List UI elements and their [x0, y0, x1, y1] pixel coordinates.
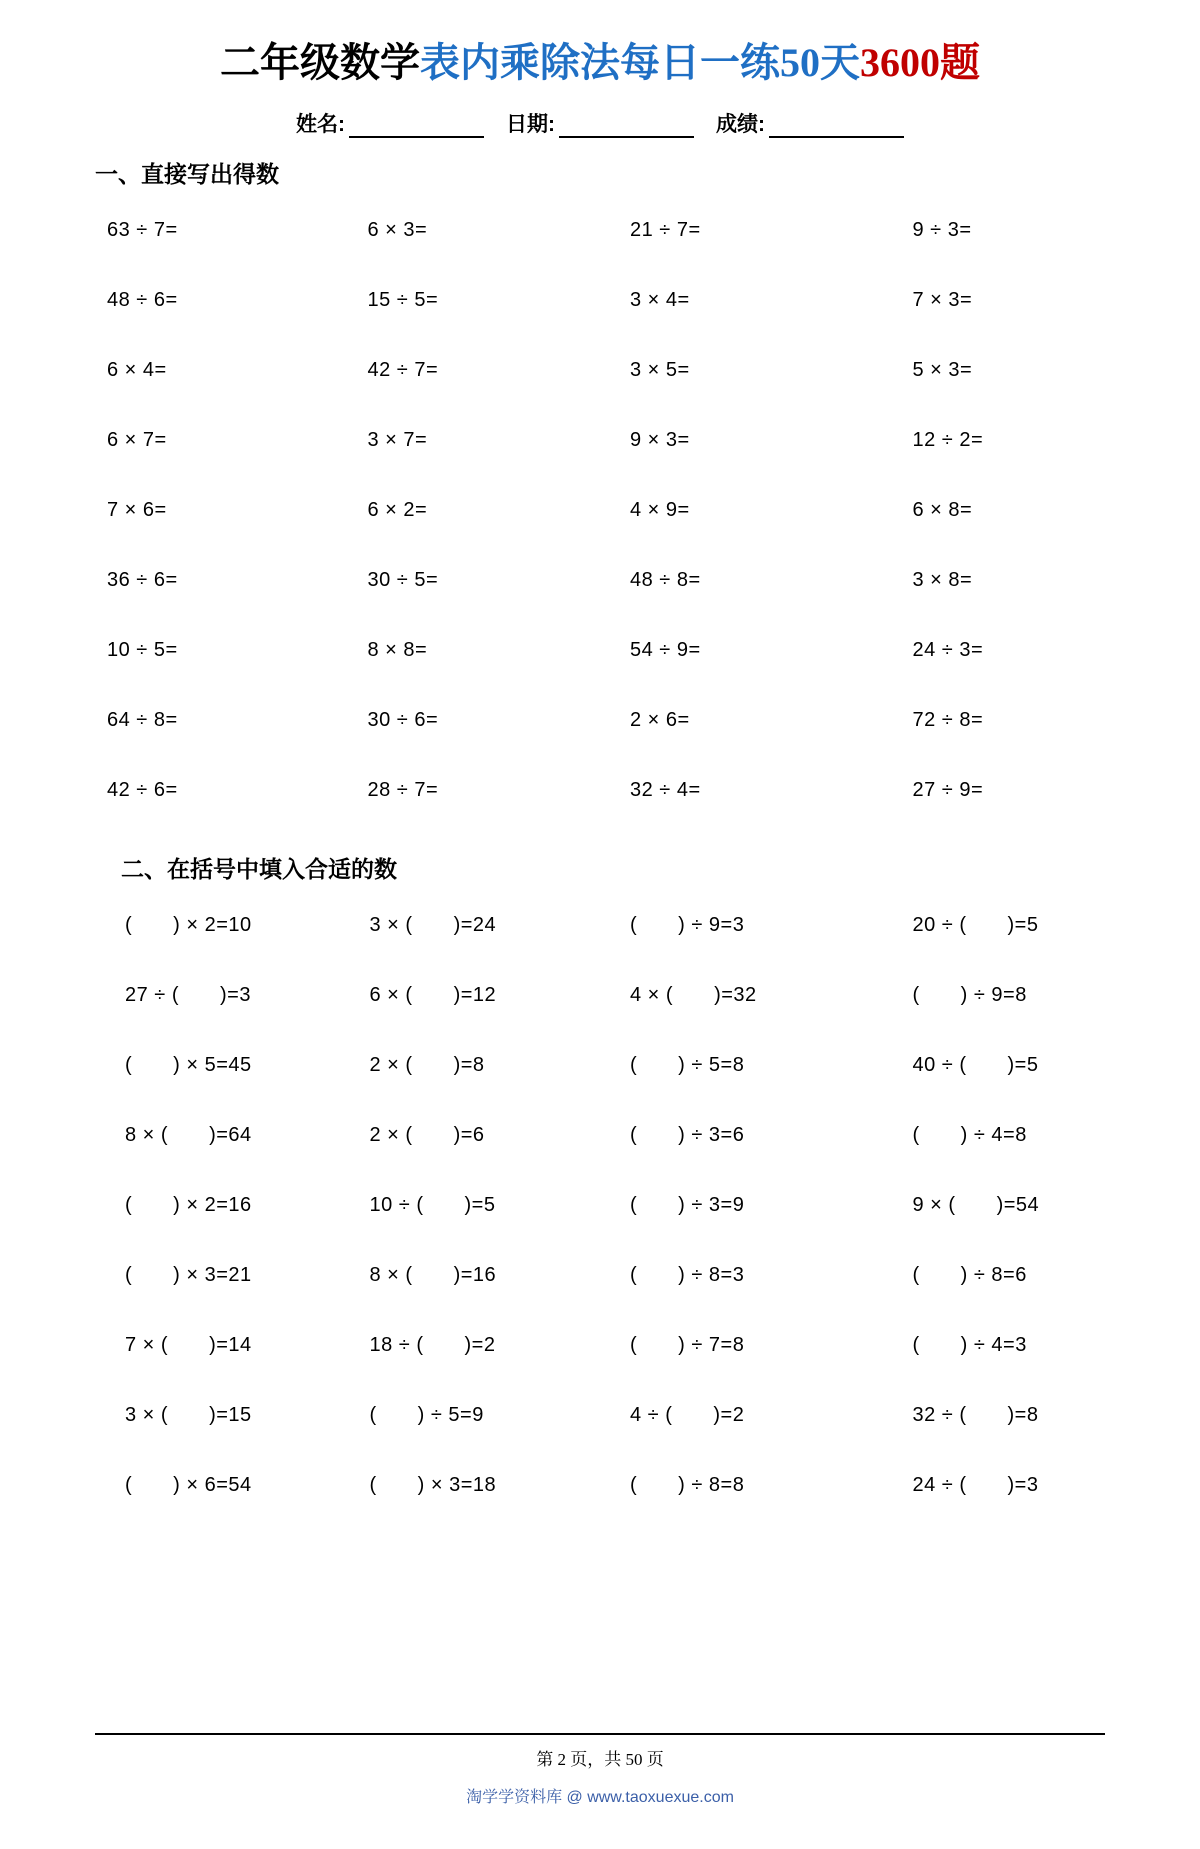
title-part-black: 二年级数学 [220, 40, 420, 85]
problem-cell[interactable]: 32 ÷ 4= [630, 779, 701, 801]
problem-cell[interactable]: ( ) ÷ 3=6 [630, 1124, 745, 1146]
section-1-heading: 一、直接写出得数 [95, 161, 279, 187]
problem-cell[interactable]: 20 ÷ ( )=5 [912, 914, 1039, 936]
problem-cell[interactable]: ( ) × 2=16 [125, 1194, 252, 1216]
problem-cell[interactable]: 12 ÷ 2= [912, 429, 984, 451]
name-field-group [296, 108, 484, 138]
problem-cell[interactable]: 32 ÷ ( )=8 [912, 1404, 1039, 1426]
problem-cell[interactable]: 24 ÷ ( )=3 [912, 1474, 1039, 1496]
problem-cell[interactable]: 7 × ( )=14 [125, 1334, 252, 1356]
problem-cell[interactable]: ( ) ÷ 4=3 [912, 1334, 1027, 1356]
problem-cell[interactable]: ( ) ÷ 8=3 [630, 1264, 745, 1286]
problem-cell[interactable]: ( ) ÷ 5=9 [369, 1404, 484, 1426]
problem-cell[interactable]: ( ) × 6=54 [125, 1474, 252, 1496]
problem-cell[interactable]: 8 × ( )=64 [125, 1124, 252, 1146]
problem-cell[interactable]: 2 × ( )=8 [369, 1054, 485, 1076]
problem-cell[interactable]: 9 ÷ 3= [912, 219, 972, 241]
problem-cell[interactable]: 3 × 5= [630, 359, 690, 381]
problem-cell[interactable]: 30 ÷ 5= [367, 569, 439, 591]
problem-cell[interactable]: 6 × ( )=12 [369, 984, 497, 1006]
problem-cell[interactable]: ( ) × 3=18 [369, 1474, 497, 1496]
name-label: 姓名: [296, 113, 345, 136]
problem-cell[interactable]: 3 × ( )=24 [369, 914, 497, 936]
problem-cell[interactable]: ( ) ÷ 9=3 [630, 914, 745, 936]
section-fill-in-parentheses [95, 851, 1105, 1520]
problem-cell[interactable]: 72 ÷ 8= [912, 709, 984, 731]
problem-cell[interactable]: 28 ÷ 7= [367, 779, 439, 801]
problem-cell[interactable]: 27 ÷ 9= [912, 779, 984, 801]
problem-cell[interactable]: 48 ÷ 6= [107, 289, 178, 311]
problem-cell[interactable]: ( ) × 5=45 [125, 1054, 252, 1076]
problem-cell[interactable]: ( ) ÷ 3=9 [630, 1194, 745, 1216]
problem-cell[interactable]: 6 × 2= [367, 499, 428, 521]
problem-cell[interactable]: ( ) ÷ 5=8 [630, 1054, 745, 1076]
problem-cell[interactable]: 24 ÷ 3= [912, 639, 984, 661]
problem-cell[interactable]: 7 × 3= [912, 289, 973, 311]
problem-cell[interactable]: 4 × ( )=32 [630, 984, 757, 1006]
problem-cell[interactable]: ( ) ÷ 8=6 [912, 1264, 1027, 1286]
problem-cell[interactable]: 4 ÷ ( )=2 [630, 1404, 745, 1426]
problem-cell[interactable]: ( ) × 2=10 [125, 914, 252, 936]
footer-divider [95, 1733, 1105, 1735]
problem-cell[interactable]: 4 × 9= [630, 499, 690, 521]
problem-cell[interactable]: ( ) ÷ 9=8 [912, 984, 1027, 1006]
problem-cell[interactable]: 18 ÷ ( )=2 [369, 1334, 496, 1356]
page-number: 第 2 页，共 50 页 [536, 1750, 664, 1769]
problem-cell[interactable]: 3 × ( )=15 [125, 1404, 252, 1426]
name-input-blank[interactable] [349, 116, 484, 138]
problem-cell[interactable]: 9 × ( )=54 [912, 1194, 1040, 1216]
score-label: 成绩: [716, 113, 765, 136]
problem-cell[interactable]: 42 ÷ 7= [367, 359, 439, 381]
problem-cell[interactable]: 2 × ( )=6 [369, 1124, 485, 1146]
problem-cell[interactable]: 6 × 8= [912, 499, 973, 521]
score-field-group [716, 108, 904, 138]
problem-cell[interactable]: 8 × ( )=16 [369, 1264, 497, 1286]
section-2-problem-grid [95, 890, 1105, 1520]
problem-cell[interactable]: 64 ÷ 8= [107, 709, 178, 731]
student-info-line [95, 108, 1105, 138]
problem-cell[interactable]: 8 × 8= [367, 639, 428, 661]
date-label: 日期: [506, 113, 555, 136]
problem-cell[interactable]: 30 ÷ 6= [367, 709, 439, 731]
problem-cell[interactable]: 3 × 7= [367, 429, 428, 451]
problem-cell[interactable]: 2 × 6= [630, 709, 690, 731]
title-part-blue: 表内乘除法每日一练50天 [420, 40, 860, 85]
problem-cell[interactable]: 42 ÷ 6= [107, 779, 178, 801]
brand-watermark: 淘学学资料库 @ www.taoxuexue.com [466, 1789, 734, 1806]
page-footer [95, 1733, 1105, 1807]
problem-cell[interactable]: 15 ÷ 5= [367, 289, 439, 311]
problem-cell[interactable]: 5 × 3= [912, 359, 973, 381]
problem-cell[interactable]: ( ) × 3=21 [125, 1264, 252, 1286]
section-direct-answers [95, 156, 1105, 825]
problem-cell[interactable]: 10 ÷ 5= [107, 639, 178, 661]
problem-cell[interactable]: 6 × 7= [107, 429, 167, 451]
problem-cell[interactable]: 48 ÷ 8= [630, 569, 701, 591]
problem-cell[interactable]: 3 × 8= [912, 569, 973, 591]
problem-cell[interactable]: 9 × 3= [630, 429, 690, 451]
title-part-red: 3600题 [860, 40, 980, 85]
section-2-heading: 二、在括号中填入合适的数 [121, 856, 397, 882]
problem-cell[interactable]: 21 ÷ 7= [630, 219, 701, 241]
problem-cell[interactable]: 63 ÷ 7= [107, 219, 178, 241]
problem-cell[interactable]: ( ) ÷ 8=8 [630, 1474, 745, 1496]
problem-cell[interactable]: 27 ÷ ( )=3 [125, 984, 251, 1006]
problem-cell[interactable]: 3 × 4= [630, 289, 690, 311]
score-input-blank[interactable] [769, 116, 904, 138]
problem-cell[interactable]: 6 × 4= [107, 359, 167, 381]
problem-cell[interactable]: 7 × 6= [107, 499, 167, 521]
problem-cell[interactable]: 10 ÷ ( )=5 [369, 1194, 496, 1216]
problem-cell[interactable]: ( ) ÷ 7=8 [630, 1334, 745, 1356]
date-input-blank[interactable] [559, 116, 694, 138]
problem-cell[interactable]: 36 ÷ 6= [107, 569, 178, 591]
worksheet-title [95, 38, 1105, 88]
section-1-problem-grid [95, 195, 1105, 825]
problem-cell[interactable]: ( ) ÷ 4=8 [912, 1124, 1027, 1146]
date-field-group [506, 108, 694, 138]
problem-cell[interactable]: 40 ÷ ( )=5 [912, 1054, 1039, 1076]
problem-cell[interactable]: 6 × 3= [367, 219, 428, 241]
problem-cell[interactable]: 54 ÷ 9= [630, 639, 701, 661]
page-title [95, 0, 1105, 88]
